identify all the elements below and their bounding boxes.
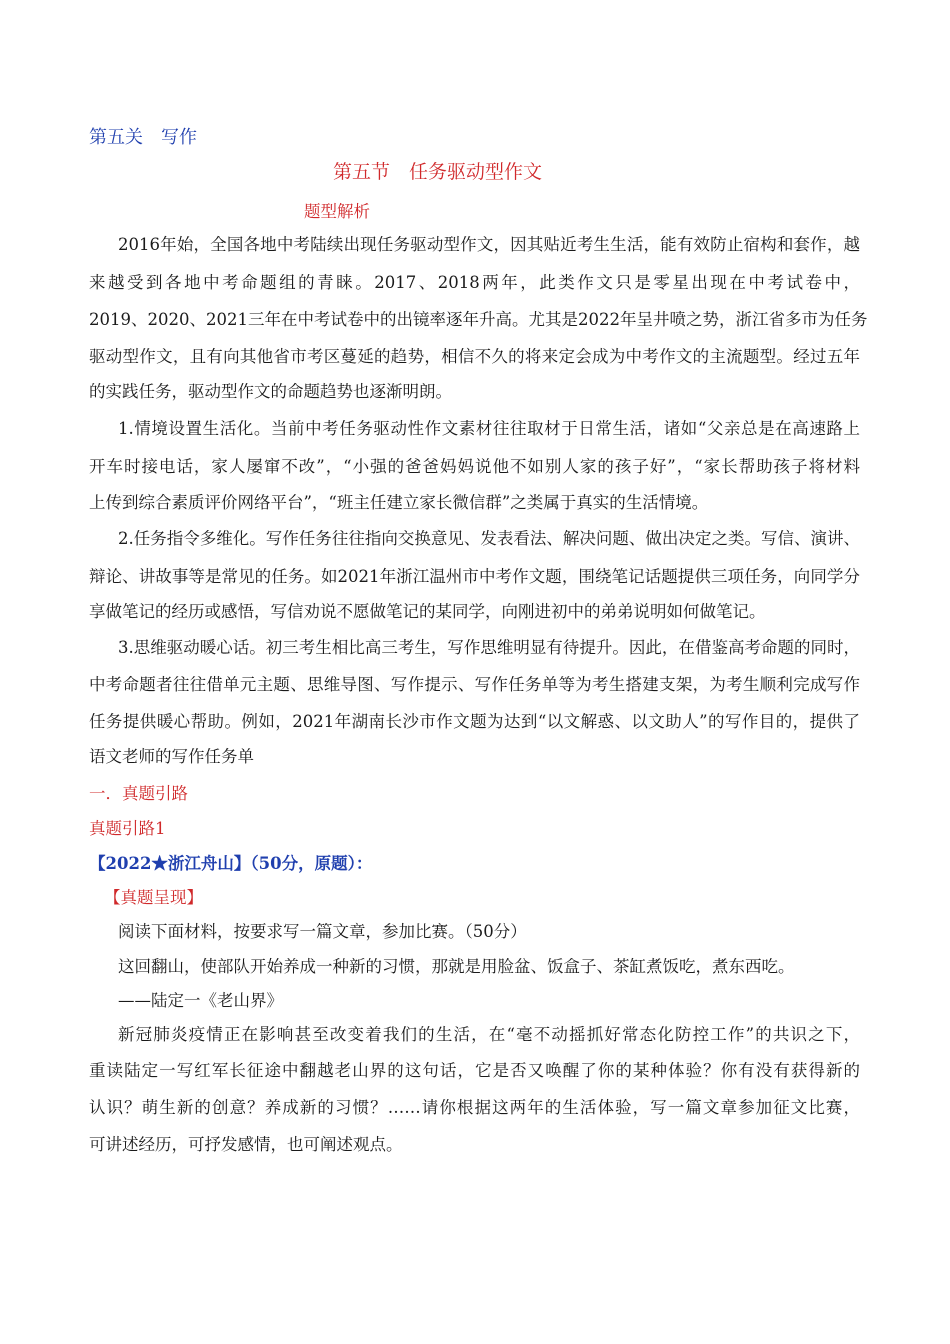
- section-title: 第五节 任务驱动型作文: [333, 161, 543, 183]
- point2-line-3: 享做笔记的经历或感悟，写信劝说不愿做笔记的某同学，向刚进初中的弟弟说明如何做笔记。: [89, 602, 766, 621]
- point1-line-2: 开车时接电话，家人屡窜不改”，“小强的爸爸妈妈说他不如别人家的孩子好”，“家长帮助孩子将材料: [89, 457, 860, 476]
- subheading: 题型解析: [304, 202, 370, 221]
- prompt-para-line-2: 重读陆定一写红军长征途中翻越老山界的这句话，它是否又唤醒了你的某种体验？你有没有获得新的: [89, 1061, 860, 1080]
- part-heading: 一．真题引路: [89, 784, 188, 803]
- chapter-title: 第五关 写作: [89, 127, 197, 148]
- example-heading: 真题引路1: [89, 819, 166, 838]
- presentation-tag: 【真题呈现】: [104, 888, 203, 907]
- prompt-para-line-1: 新冠肺炎疫情正在影响甚至改变着我们的生活，在“毫不动摇抓好常态化防控工作”的共识之下，: [118, 1025, 860, 1044]
- source-tag: 【2022★浙江舟山】（50分，原题）：: [89, 854, 373, 873]
- point3-line-4: 语文老师的写作任务单: [89, 747, 254, 766]
- point3-line-1: 3.思维驱动暖心话。初三考生相比高三考生，写作思维明显有待提升。因此，在借鉴高考命题的同时，: [118, 638, 860, 657]
- point3-line-3: 任务提供暖心帮助。例如，2021年湖南长沙市作文题为达到“以文解惑、以文助人”的写作目的，提供了: [89, 712, 860, 731]
- intro-line-4: 驱动型作文，且有向其他省市考区蔓延的趋势，相信不久的将来定会成为中考作文的主流题型。经过五年: [89, 347, 860, 366]
- point1-line-1: 1.情境设置生活化。当前中考任务驱动性作文素材往往取材于日常生活，诸如“父亲总是在高速路上: [118, 419, 860, 438]
- intro-line-1: 2016年始，全国各地中考陆续出现任务驱动型作文，因其贴近考生生活，能有效防止宿构和套作，越: [118, 235, 860, 254]
- point3-line-2: 中考命题者往往借单元主题、思维导图、写作提示、写作任务单等为考生搭建支架，为考生顺利完成写作: [89, 675, 860, 694]
- intro-line-5: 的实践任务，驱动型作文的命题趋势也逐渐明朗。: [89, 382, 452, 401]
- prompt-attribution: ——陆定一《老山界》: [118, 991, 283, 1010]
- intro-line-2: 来越受到各地中考命题组的青睐。2017、2018两年，此类作文只是零星出现在中考试卷中，: [89, 273, 860, 292]
- prompt-para-line-3: 认识？萌生新的创意？养成新的习惯？……请你根据这两年的生活体验，写一篇文章参加征文比赛，: [89, 1098, 860, 1117]
- prompt-line-1: 阅读下面材料，按要求写一篇文章，参加比赛。（50分）: [118, 922, 527, 941]
- intro-line-3: 2019、2020、2021三年在中考试卷中的出镜率逐年升高。尤其是2022年呈井喷之势，浙江省多市为任务: [89, 310, 868, 329]
- point2-line-1: 2.任务指令多维化。写作任务往往指向交换意见、发表看法、解决问题、做出决定之类。写信、演讲、: [118, 529, 860, 548]
- point2-line-2: 辩论、讲故事等是常见的任务。如2021年浙江温州市中考作文题，围绕笔记话题提供三项任务，向同学分: [89, 567, 860, 586]
- prompt-para-line-4: 可讲述经历，可抒发感情，也可阐述观点。: [89, 1135, 403, 1154]
- prompt-line-2: 这回翻山，使部队开始养成一种新的习惯，那就是用脸盆、饭盒子、茶缸煮饭吃，煮东西吃。: [118, 957, 795, 976]
- point1-line-3: 上传到综合素质评价网络平台”，“班主任建立家长微信群”之类属于真实的生活情境。: [89, 493, 709, 512]
